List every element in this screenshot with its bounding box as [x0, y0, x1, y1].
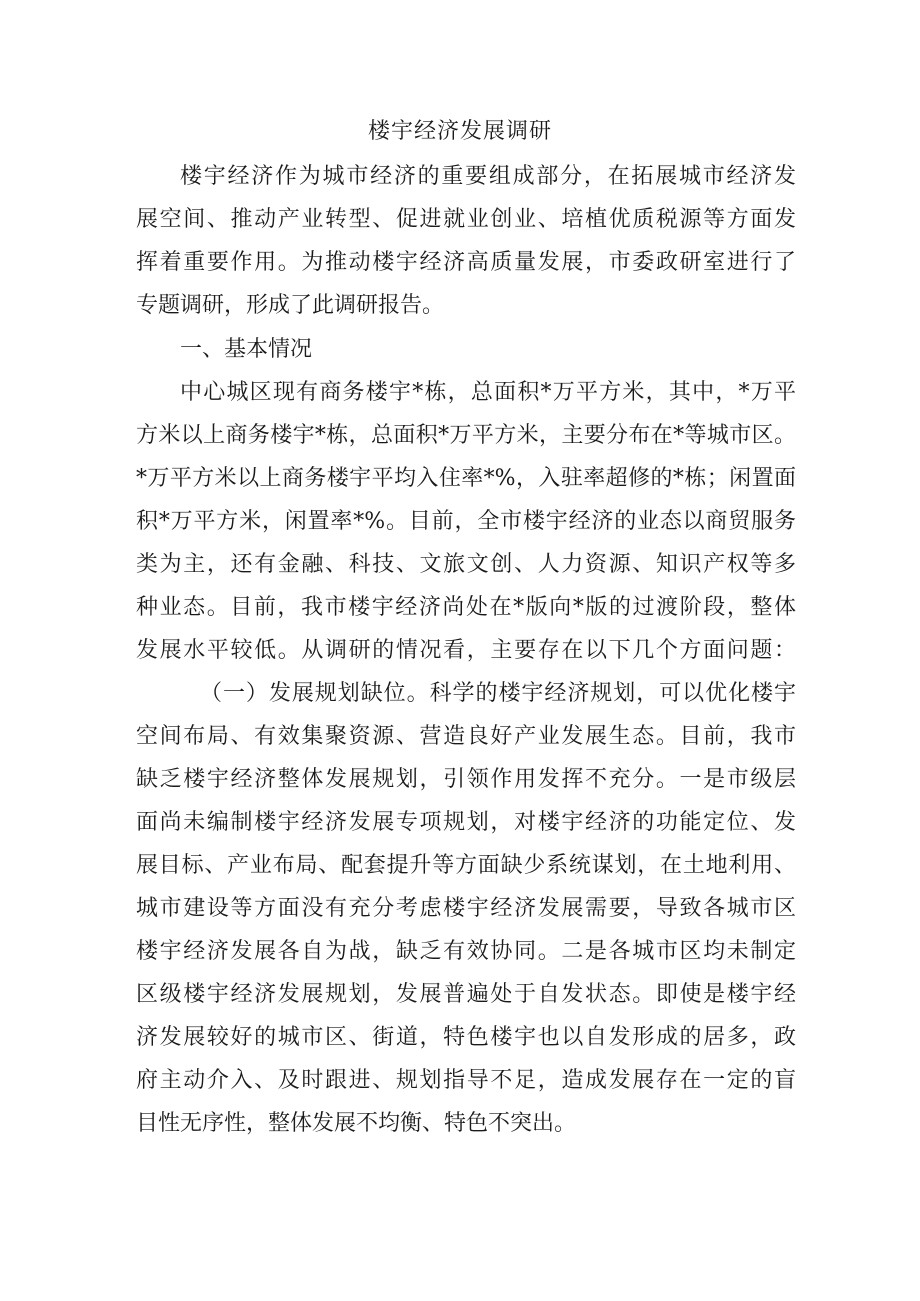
text-line: 空间布局、有效集聚资源、营造良好产业发展生态。目前，我市 [136, 724, 796, 749]
text-line: 种业态。目前，我市楼宇经济尚处在*版向*版的过渡阶段，整体 [136, 595, 796, 620]
text-line: 区级楼宇经济发展规划，发展普遍处于自发状态。即使是楼宇经 [136, 982, 796, 1007]
subsection-heading: （一）发展规划缺位。科学的楼宇经济规划，可以优化楼宇 [200, 681, 796, 706]
text-line: 楼宇经济作为城市经济的重要组成部分，在拓展城市经济发 [180, 164, 796, 189]
text-line: 中心城区现有商务楼宇*栋，总面积*万平方米，其中，*万平 [180, 380, 796, 405]
text-line: 面尚未编制楼宇经济发展专项规划，对楼宇经济的功能定位、发 [136, 810, 796, 835]
text-line: 城市建设等方面没有充分考虑楼宇经济发展需要，导致各城市区 [136, 896, 796, 921]
text-line: 类为主，还有金融、科技、文旅文创、人力资源、知识产权等多 [136, 552, 796, 577]
text-line: 专题调研，形成了此调研报告。 [136, 293, 445, 318]
text-line: 楼宇经济发展各自为战，缺乏有效协同。二是各城市区均未制定 [136, 939, 796, 964]
text-line: *万平方米以上商务楼宇平均入住率*%，入驻率超修的*栋；闲置面 [136, 466, 796, 491]
text-line: 目性无序性，整体发展不均衡、特色不突出。 [136, 1111, 577, 1136]
text-line: 济发展较好的城市区、街道，特色楼宇也以自发形成的居多，政 [136, 1025, 796, 1050]
text-line: 展空间、推动产业转型、促进就业创业、培植优质税源等方面发 [136, 207, 796, 232]
document-title: 楼宇经济发展调研 [367, 119, 552, 144]
text-line: 挥着重要作用。为推动楼宇经济高质量发展，市委政研室进行了 [136, 250, 796, 275]
text-line: 府主动介入、及时跟进、规划指导不足，造成发展存在一定的盲 [136, 1068, 796, 1093]
section-heading: 一、基本情况 [180, 337, 313, 362]
text-line: 缺乏楼宇经济整体发展规划，引领作用发挥不充分。一是市级层 [136, 767, 796, 792]
text-line: 发展水平较低。从调研的情况看，主要存在以下几个方面问题： [136, 638, 796, 663]
text-line: 展目标、产业布局、配套提升等方面缺少系统谋划，在土地利用、 [136, 853, 796, 878]
text-line: 方米以上商务楼宇*栋，总面积*万平方米，主要分布在*等城市区。 [136, 423, 796, 448]
text-line: 积*万平方米，闲置率*%。目前，全市楼宇经济的业态以商贸服务 [136, 509, 796, 534]
